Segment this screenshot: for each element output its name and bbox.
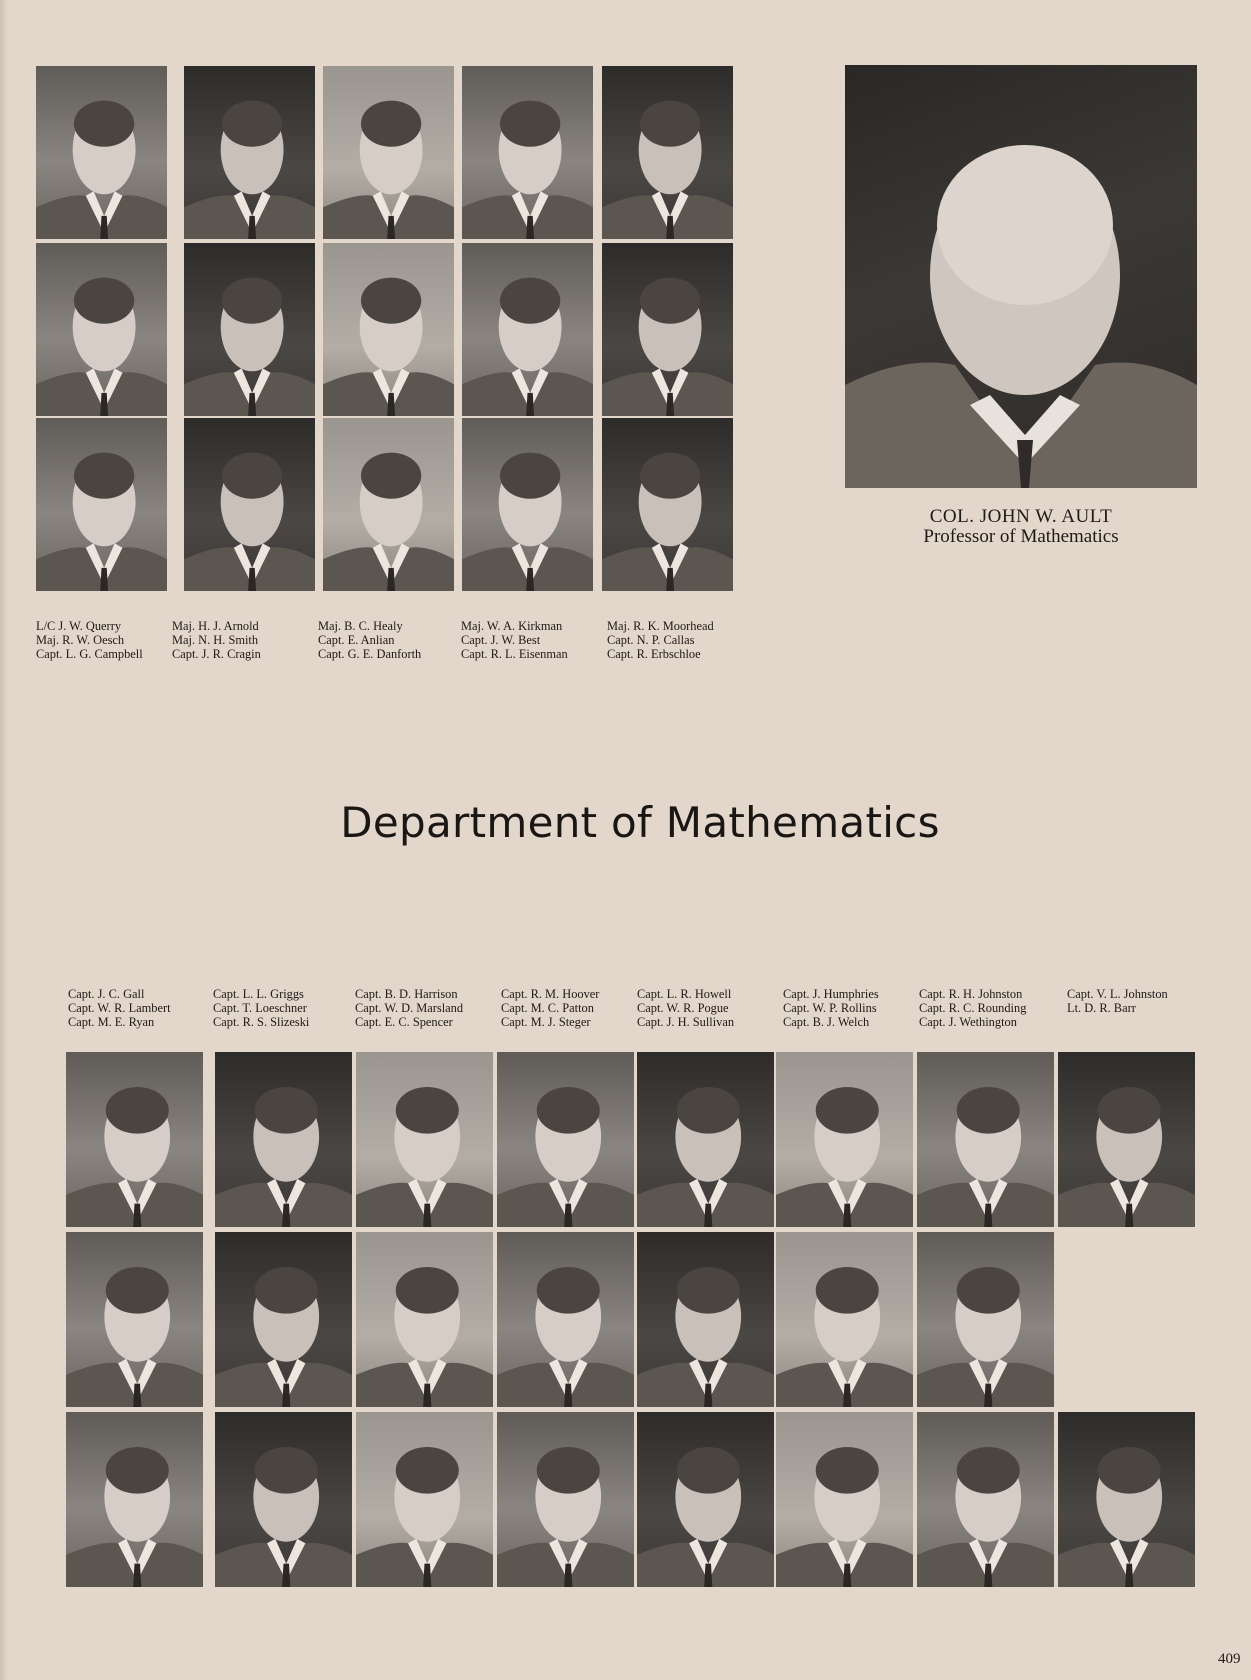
featured-portrait <box>845 65 1197 488</box>
featured-title: Professor of Mathematics <box>923 526 1119 547</box>
caption-name: Maj. H. J. Arnold <box>172 619 259 633</box>
portrait-photo <box>215 1052 352 1227</box>
bottom-caption-col-5 <box>637 987 734 1029</box>
portrait-photo <box>462 243 593 416</box>
bottom-caption-col-6 <box>783 987 879 1029</box>
bottom-caption-col-3 <box>355 987 463 1029</box>
caption-name: Capt. B. J. Welch <box>783 1015 870 1029</box>
portrait-photo <box>215 1232 352 1407</box>
bottom-caption-col-7 <box>919 987 1026 1029</box>
caption-name: Capt. B. D. Harrison <box>355 987 458 1001</box>
caption-name: Capt. E. Anlian <box>318 633 395 647</box>
portrait-photo <box>776 1052 913 1227</box>
portrait-photo <box>497 1412 634 1587</box>
portrait-photo <box>356 1412 493 1587</box>
top-caption-col-4 <box>461 619 568 661</box>
portrait-photo <box>497 1052 634 1227</box>
caption-name: Capt. M. E. Ryan <box>68 1015 155 1029</box>
caption-name: Maj. B. C. Healy <box>318 619 403 633</box>
caption-name: Capt. L. R. Howell <box>637 987 732 1001</box>
caption-name: Capt. R. M. Hoover <box>501 987 600 1001</box>
portrait-photo <box>184 243 315 416</box>
bottom-caption-col-8 <box>1067 987 1168 1015</box>
caption-name: Capt. R. H. Johnston <box>919 987 1023 1001</box>
caption-name: Capt. R. Erbschloe <box>607 647 701 661</box>
bottom-caption-col-1 <box>68 987 171 1029</box>
caption-name: Capt. J. Wethington <box>919 1015 1017 1029</box>
portrait-photo <box>356 1232 493 1407</box>
caption-name: Capt. G. E. Danforth <box>318 647 422 661</box>
portrait-photo <box>323 66 454 239</box>
portrait-photo <box>637 1052 774 1227</box>
caption-name: Maj. W. A. Kirkman <box>461 619 563 633</box>
portrait-photo <box>36 418 167 591</box>
portrait-photo <box>36 66 167 239</box>
caption-name: Capt. V. L. Johnston <box>1067 987 1168 1001</box>
portrait-photo <box>776 1232 913 1407</box>
caption-name: Capt. W. P. Rollins <box>783 1001 877 1015</box>
portrait-photo <box>1058 1412 1195 1587</box>
portrait-photo <box>66 1232 203 1407</box>
page-number: 409 <box>1218 1651 1241 1667</box>
featured-caption <box>845 507 1197 547</box>
portrait-photo <box>36 243 167 416</box>
portrait-photo <box>497 1232 634 1407</box>
portrait-photo <box>637 1412 774 1587</box>
portrait-photo <box>323 243 454 416</box>
bottom-caption-col-4 <box>501 987 599 1029</box>
caption-name: Capt. R. L. Eisenman <box>461 647 568 661</box>
portrait-photo <box>356 1052 493 1227</box>
top-caption-col-2 <box>172 619 261 661</box>
caption-name: Capt. W. R. Pogue <box>637 1001 729 1015</box>
portrait-photo <box>917 1412 1054 1587</box>
caption-name: Capt. R. C. Rounding <box>919 1001 1027 1015</box>
caption-name: Capt. E. C. Spencer <box>355 1015 453 1029</box>
caption-name: Capt. L. G. Campbell <box>36 647 143 661</box>
featured-name: COL. JOHN W. AULT <box>929 506 1113 527</box>
portrait-photo <box>184 418 315 591</box>
portrait-photo <box>66 1052 203 1227</box>
portrait-photo <box>462 418 593 591</box>
caption-name: Capt. T. Loeschner <box>213 1001 307 1015</box>
caption-name: Capt. J. W. Best <box>461 633 541 647</box>
caption-name: Capt. R. S. Slizeski <box>213 1015 310 1029</box>
portrait-photo <box>462 66 593 239</box>
caption-name: Maj. N. H. Smith <box>172 633 259 647</box>
portrait-photo <box>917 1052 1054 1227</box>
portrait-photo <box>66 1412 203 1587</box>
caption-name: Capt. J. Humphries <box>783 987 879 1001</box>
portrait-photo <box>637 1232 774 1407</box>
top-caption-col-1 <box>36 619 143 661</box>
portrait-photo <box>323 418 454 591</box>
caption-name: Capt. M. J. Steger <box>501 1015 591 1029</box>
portrait-photo <box>184 66 315 239</box>
caption-name: Maj. R. K. Moorhead <box>607 619 714 633</box>
top-caption-col-5 <box>607 619 714 661</box>
caption-name: Capt. J. H. Sullivan <box>637 1015 735 1029</box>
caption-name: Capt. N. P. Callas <box>607 633 695 647</box>
portrait-photo <box>602 66 733 239</box>
caption-name: Capt. L. L. Griggs <box>213 987 304 1001</box>
caption-name: Capt. W. R. Lambert <box>68 1001 171 1015</box>
portrait-photo <box>917 1232 1054 1407</box>
page-title: Department of Mathematics <box>340 798 940 847</box>
caption-name: Capt. J. C. Gall <box>68 987 145 1001</box>
caption-name: Capt. M. C. Patton <box>501 1001 594 1015</box>
caption-name: L/C J. W. Querry <box>36 619 122 633</box>
caption-name: Maj. R. W. Oesch <box>36 633 125 647</box>
portrait-photo <box>776 1412 913 1587</box>
bottom-caption-col-2 <box>213 987 309 1029</box>
top-caption-col-3 <box>318 619 421 661</box>
caption-name: Capt. J. R. Cragin <box>172 647 261 661</box>
portrait-photo <box>602 418 733 591</box>
caption-name: Capt. W. D. Marsland <box>355 1001 464 1015</box>
portrait-photo <box>602 243 733 416</box>
portrait-photo <box>1058 1052 1195 1227</box>
portrait-photo <box>215 1412 352 1587</box>
caption-name: Lt. D. R. Barr <box>1067 1001 1136 1015</box>
